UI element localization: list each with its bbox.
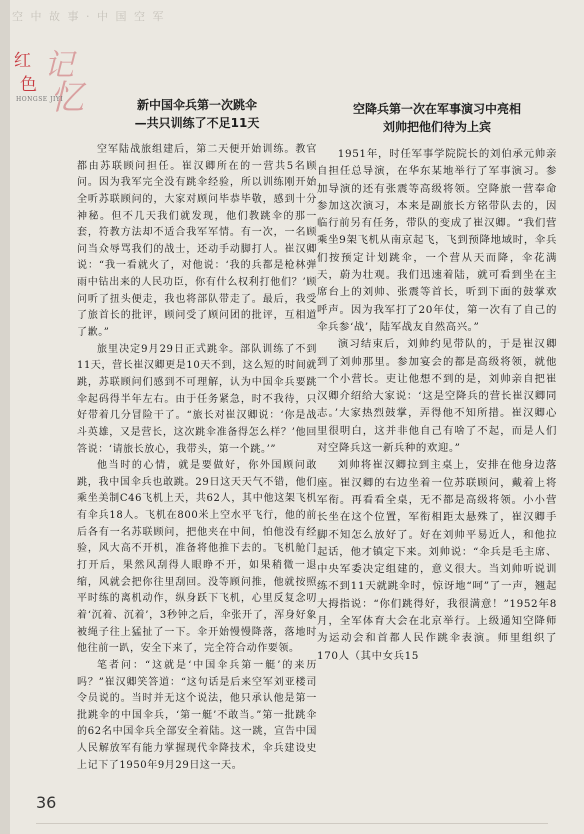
article1-title-line2: —共只训练了不足11天 — [134, 116, 260, 130]
logo-char-se: 色 — [20, 75, 37, 95]
article1-title — [77, 96, 317, 132]
logo-pinyin: HONGSE JIYI — [16, 96, 64, 103]
article2-paragraph: 1951年，时任军事学院院长的刘伯承元帅亲自担任总导演，在华东某地举行了军事演习。参加导演的还有张震等高级将领。空降旅一营奉命参加这次演习，本来是副旅长方铭带队去的，因临行前另有任务，带队的变成了崔汉卿。“我们营乘坐9架飞机从南京起飞，飞到预降地域时，伞兵们按预定计划跳伞，一个营从天而降，伞花满天，蔚为壮观。我们迅速着陆，就可看到坐在主席台上的刘帅、张震等首长，听到下面的鼓掌欢呼声。因为我军打了20年仗，第一次有了自己的伞兵参‘战’，陆军战友自然高兴。” — [317, 148, 557, 333]
scan-binding-strip — [0, 0, 10, 834]
logo-char-yi: 忆 — [50, 78, 84, 118]
logo-char-ji: 记 — [44, 48, 74, 83]
right-column — [317, 96, 557, 665]
article1-paragraph: 空军陆战旅组建后，第二天便开始训练。教官都由苏联顾问担任。崔汉卿所在的一营共5名顾问。因为我军完全没有跳伞经验，所以训练刚开始全听苏联顾问的，大家对顾问毕恭毕敬，感到十分神秘。但不几天我们就发现，他们教跳伞的那一套，符教方法却不适合我军军情。有一次，一名顾问当众辱骂我们的战士，还动手动脚打人。崔汉卿说：“我一看就火了，对他说：‘我的兵都是枪林弹雨中钻出来的人民功臣，你有什么权利打他们？’顾问听了扭头便走，我也将部队带走了。最后，我受了旅首长的批评，顾问受了顾问团的批评，互相道了歉。” — [77, 144, 317, 339]
article2-title-line1: 空降兵第一次在军事演习中亮相 — [352, 102, 521, 116]
article2-paragraph: 刘帅将崔汉卿拉到主桌上，安排在他身边落座。崔汉卿的右边坐着一位苏联顾问，戴着上将军衔。再看看全桌，无不都是高级将领。小小营长坐在这个位置，军衔相距太悬殊了，崔汉卿手脚不知怎么放好了。好在刘帅平易近人，和他拉起话，他才镇定下来。刘帅说：“伞兵是毛主席、中央军委决定组建的，意义很大。当刘帅听说训练不到11天就跳伞时，惊讶地“呵”了一声，翘起大拇指说：“你们跳得好，我很满意！”1952年8月，全军体育大会在北京举行。上级通知空降师为运动会和首都人民作跳伞表演。师里组织了170人（其中女兵15 — [317, 459, 557, 662]
faint-banner-text: 空 中 故 事 · 中 国 空 军 — [12, 10, 166, 23]
article1-paragraph: 他当时的心情，就是要做好，你外国顾问敢跳，我中国伞兵也敢跳。29日这天天气不错，他们乘坐美制C46飞机上天，共62人，其中他这架飞机有伞兵18人。飞机在800米上空水平飞行，他的前后各有一名苏联顾问，把他夹在中间，怕他没有经验，风大高不开机，准备将他推下去的。飞机舱门打开后，果然风刮得人眼睁不开，如果稍微一退缩，风就会把你往里刮回。没等顾问推，他就按照平时练的离机动作，纵身跃下飞机，心里反复念叨着‘沉着、沉着’，3秒钟之后，伞张开了，浑身好象被绳子往上猛扯了一下。伞开始慢慢降落，落地时他往前一趴，安全下来了，完全符合动作要领。 — [77, 460, 317, 655]
article2-title — [317, 100, 557, 136]
article1-title-line1: 新中国伞兵第一次跳伞 — [136, 98, 257, 112]
article2-title-line2: 刘帅把他们待为上宾 — [382, 120, 491, 134]
bottom-divider — [36, 823, 548, 824]
left-column — [77, 96, 317, 774]
article1-paragraph: 旅里决定9月29日正式跳伞。部队训练了不到11天，营长崔汉卿更是10天不到，这么短的时间就跳，苏联顾问们感到不可理解，认为中国伞兵要跳伞起码得半年左右。由于任务紧急，时不我待，只好带着几分冒险干了。“旅长对崔汉卿说：‘你是战斗英雄，又是营长，这次跳伞准备得怎么样？’他回答说：‘请旅长放心，我带头，第一个跳。’” — [77, 343, 317, 455]
page-number: 36 — [36, 793, 57, 812]
article2-paragraph: 演习结束后，刘帅约见带队的，于是崔汉卿到了刘帅那里。参加宴会的都是高级将领，就他一个小营长。吏让他想不到的是，刘帅亲自把崔汉卿介绍给大家说：‘这是空降兵的营长崔汉卿同志。’大家热烈鼓掌，弄得他不知所措。崔汉卿心里很明白，这并非他自己有啥了不起，而是人们对空降兵这一新兵种的欢迎。” — [317, 338, 557, 455]
article1-paragraph: 笔者问：“这就是‘中国伞兵第一艇’的来历吗？”崔汉卿笑答道：“这句话是后来空军刘亚楼司令员说的。当时并无这个说法，他只承认他是第一批跳伞的中国伞兵，‘第一艇’不敢当。”第一批跳伞的62名中国伞兵全部安全着陆。这一跳，宣告中国人民解放军有能力掌握现代伞降技术，伞兵建设史上记下了1950年9月29日这一天。 — [77, 659, 317, 771]
logo-char-hong: 红 — [14, 51, 31, 71]
